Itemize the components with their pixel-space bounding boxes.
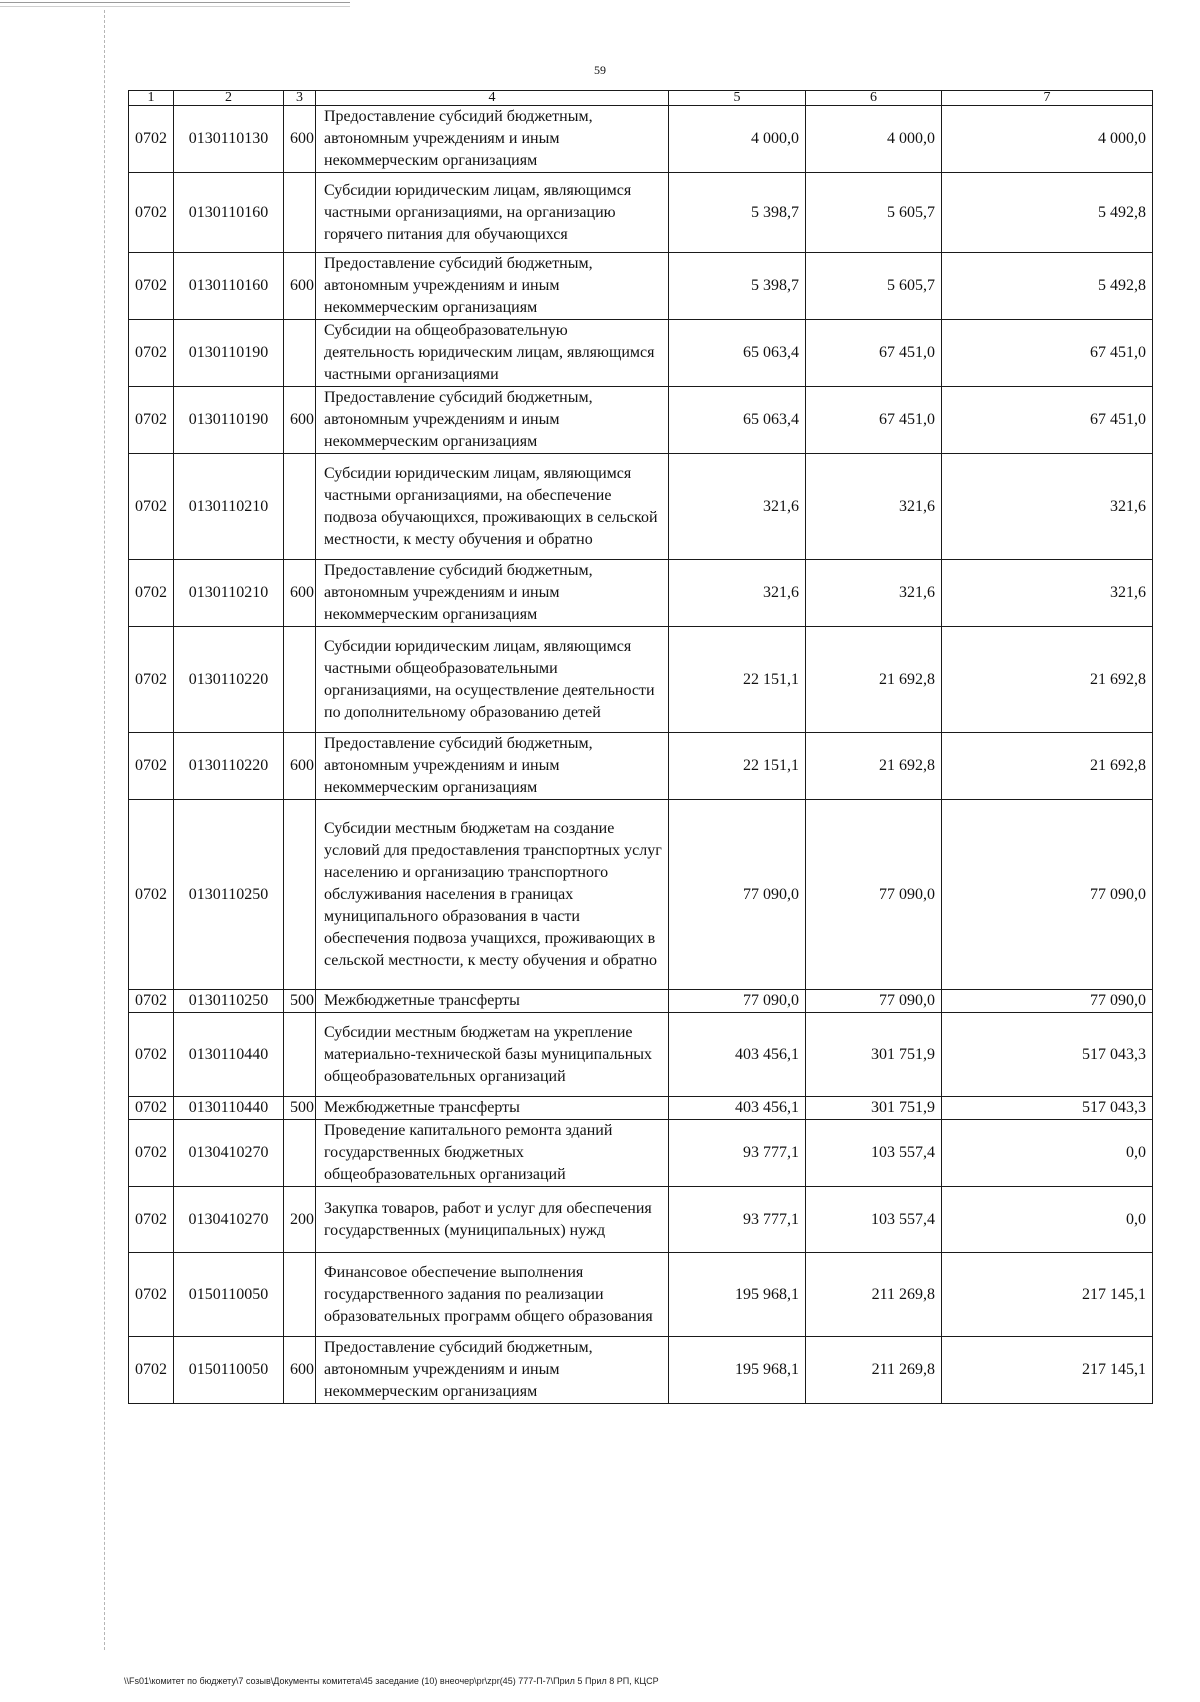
expense-type-cell xyxy=(284,1120,316,1187)
scan-margin-dash xyxy=(104,10,105,1650)
amount-year3-cell: 217 145,1 xyxy=(942,1337,1153,1404)
table-row xyxy=(129,1337,1153,1404)
target-article-cell: 0130110210 xyxy=(174,454,284,560)
description-cell: Предоставление субсидий бюджетным, автономным учреждениям и иным некоммерческим организациям xyxy=(316,560,669,627)
amount-year3-cell: 67 451,0 xyxy=(942,387,1153,454)
section-cell: 0702 xyxy=(129,387,174,454)
table-row xyxy=(129,560,1153,627)
expense-type-cell: 200 xyxy=(284,1187,316,1253)
description-cell: Субсидии юридическим лицам, являющимся частными организациями, на обеспечение подвоза обучающихся, проживающих в сельской местности, к месту обучения и обратно xyxy=(316,454,669,560)
description-cell: Проведение капитального ремонта зданий государственных бюджетных общеобразовательных организаций xyxy=(316,1120,669,1187)
section-cell: 0702 xyxy=(129,454,174,560)
amount-year2-cell: 321,6 xyxy=(806,560,942,627)
table-row xyxy=(129,320,1153,387)
table-row xyxy=(129,1187,1153,1253)
amount-year1-cell: 403 456,1 xyxy=(669,1013,806,1097)
section-cell: 0702 xyxy=(129,627,174,733)
description-cell: Межбюджетные трансферты xyxy=(316,1097,669,1120)
table-row xyxy=(129,990,1153,1013)
table-row xyxy=(129,387,1153,454)
expense-type-cell: 600 xyxy=(284,106,316,173)
description-cell: Субсидии юридическим лицам, являющимся частными организациями, на организацию горячего питания для обучающихся xyxy=(316,173,669,253)
expense-type-cell: 600 xyxy=(284,1337,316,1404)
amount-year2-cell: 211 269,8 xyxy=(806,1337,942,1404)
section-cell: 0702 xyxy=(129,560,174,627)
target-article-cell: 0130110190 xyxy=(174,320,284,387)
target-article-cell: 0130110190 xyxy=(174,387,284,454)
section-cell: 0702 xyxy=(129,173,174,253)
description-cell: Предоставление субсидий бюджетным, автономным учреждениям и иным некоммерческим организациям xyxy=(316,733,669,800)
section-cell: 0702 xyxy=(129,106,174,173)
amount-year3-cell: 77 090,0 xyxy=(942,990,1153,1013)
target-article-cell: 0130110220 xyxy=(174,627,284,733)
target-article-cell: 0150110050 xyxy=(174,1253,284,1337)
expense-type-cell: 500 xyxy=(284,990,316,1013)
column-header: 2 xyxy=(174,91,284,106)
table-row xyxy=(129,173,1153,253)
amount-year1-cell: 22 151,1 xyxy=(669,627,806,733)
amount-year2-cell: 301 751,9 xyxy=(806,1097,942,1120)
scan-edge-line xyxy=(0,2,350,3)
expense-type-cell xyxy=(284,1253,316,1337)
amount-year1-cell: 77 090,0 xyxy=(669,990,806,1013)
table-row xyxy=(129,733,1153,800)
amount-year2-cell: 211 269,8 xyxy=(806,1253,942,1337)
amount-year1-cell: 321,6 xyxy=(669,560,806,627)
amount-year1-cell: 4 000,0 xyxy=(669,106,806,173)
target-article-cell: 0130110220 xyxy=(174,733,284,800)
description-cell: Предоставление субсидий бюджетным, автономным учреждениям и иным некоммерческим организациям xyxy=(316,387,669,454)
amount-year2-cell: 67 451,0 xyxy=(806,320,942,387)
expense-type-cell: 600 xyxy=(284,253,316,320)
target-article-cell: 0130110250 xyxy=(174,800,284,990)
table-row xyxy=(129,1013,1153,1097)
description-cell: Закупка товаров, работ и услуг для обеспечения государственных (муниципальных) нужд xyxy=(316,1187,669,1253)
target-article-cell: 0130410270 xyxy=(174,1120,284,1187)
target-article-cell: 0130110160 xyxy=(174,253,284,320)
column-header: 3 xyxy=(284,91,316,106)
amount-year2-cell: 5 605,7 xyxy=(806,253,942,320)
amount-year1-cell: 5 398,7 xyxy=(669,173,806,253)
amount-year1-cell: 321,6 xyxy=(669,454,806,560)
expense-type-cell xyxy=(284,454,316,560)
amount-year2-cell: 21 692,8 xyxy=(806,733,942,800)
amount-year3-cell: 321,6 xyxy=(942,560,1153,627)
amount-year2-cell: 77 090,0 xyxy=(806,800,942,990)
target-article-cell: 0130110160 xyxy=(174,173,284,253)
expense-type-cell: 600 xyxy=(284,733,316,800)
scan-edge-line-secondary xyxy=(0,6,350,7)
description-cell: Субсидии местным бюджетам на создание условий для предоставления транспортных услуг населению и организацию транспортного обслуживания населения в границах муниципального образования в части обеспечения подвоза учащихся, проживающих в сельской местности, к месту обучения и обратно xyxy=(316,800,669,990)
amount-year1-cell: 77 090,0 xyxy=(669,800,806,990)
page-number: 59 xyxy=(594,63,606,77)
column-header: 4 xyxy=(316,91,669,106)
description-cell: Межбюджетные трансферты xyxy=(316,990,669,1013)
amount-year2-cell: 321,6 xyxy=(806,454,942,560)
amount-year2-cell: 67 451,0 xyxy=(806,387,942,454)
amount-year2-cell: 77 090,0 xyxy=(806,990,942,1013)
section-cell: 0702 xyxy=(129,1013,174,1097)
amount-year3-cell: 67 451,0 xyxy=(942,320,1153,387)
description-cell: Предоставление субсидий бюджетным, автономным учреждениям и иным некоммерческим организациям xyxy=(316,106,669,173)
section-cell: 0702 xyxy=(129,733,174,800)
amount-year2-cell: 301 751,9 xyxy=(806,1013,942,1097)
amount-year3-cell: 0,0 xyxy=(942,1187,1153,1253)
amount-year3-cell: 5 492,8 xyxy=(942,173,1153,253)
target-article-cell: 0150110050 xyxy=(174,1337,284,1404)
amount-year3-cell: 517 043,3 xyxy=(942,1013,1153,1097)
amount-year2-cell: 21 692,8 xyxy=(806,627,942,733)
amount-year3-cell: 4 000,0 xyxy=(942,106,1153,173)
description-cell: Субсидии на общеобразовательную деятельность юридическим лицам, являющимся частными организациями xyxy=(316,320,669,387)
amount-year3-cell: 321,6 xyxy=(942,454,1153,560)
section-cell: 0702 xyxy=(129,990,174,1013)
expense-type-cell xyxy=(284,1013,316,1097)
budget-table xyxy=(128,90,1153,1404)
table-row xyxy=(129,1120,1153,1187)
amount-year3-cell: 0,0 xyxy=(942,1120,1153,1187)
column-header: 1 xyxy=(129,91,174,106)
section-cell: 0702 xyxy=(129,1120,174,1187)
target-article-cell: 0130410270 xyxy=(174,1187,284,1253)
section-cell: 0702 xyxy=(129,1097,174,1120)
description-cell: Субсидии юридическим лицам, являющимся частными общеобразовательными организациями, на осуществление деятельности по дополнительному образованию детей xyxy=(316,627,669,733)
column-header: 7 xyxy=(942,91,1153,106)
section-cell: 0702 xyxy=(129,1253,174,1337)
description-cell: Субсидии местным бюджетам на укрепление материально-технической базы муниципальных общеобразовательных организаций xyxy=(316,1013,669,1097)
amount-year3-cell: 21 692,8 xyxy=(942,733,1153,800)
amount-year1-cell: 93 777,1 xyxy=(669,1187,806,1253)
table-row xyxy=(129,106,1153,173)
amount-year1-cell: 195 968,1 xyxy=(669,1337,806,1404)
amount-year3-cell: 217 145,1 xyxy=(942,1253,1153,1337)
expense-type-cell: 600 xyxy=(284,387,316,454)
amount-year3-cell: 517 043,3 xyxy=(942,1097,1153,1120)
target-article-cell: 0130110250 xyxy=(174,990,284,1013)
table-row xyxy=(129,800,1153,990)
amount-year2-cell: 103 557,4 xyxy=(806,1187,942,1253)
table-row xyxy=(129,1097,1153,1120)
target-article-cell: 0130110130 xyxy=(174,106,284,173)
column-header: 5 xyxy=(669,91,806,106)
description-cell: Предоставление субсидий бюджетным, автономным учреждениям и иным некоммерческим организациям xyxy=(316,1337,669,1404)
section-cell: 0702 xyxy=(129,1187,174,1253)
expense-type-cell xyxy=(284,627,316,733)
table-row xyxy=(129,454,1153,560)
amount-year2-cell: 5 605,7 xyxy=(806,173,942,253)
description-cell: Финансовое обеспечение выполнения государственного задания по реализации образовательных программ общего образования xyxy=(316,1253,669,1337)
table-row xyxy=(129,253,1153,320)
target-article-cell: 0130110210 xyxy=(174,560,284,627)
amount-year3-cell: 77 090,0 xyxy=(942,800,1153,990)
target-article-cell: 0130110440 xyxy=(174,1097,284,1120)
target-article-cell: 0130110440 xyxy=(174,1013,284,1097)
expense-type-cell: 600 xyxy=(284,560,316,627)
amount-year1-cell: 403 456,1 xyxy=(669,1097,806,1120)
section-cell: 0702 xyxy=(129,320,174,387)
table-row xyxy=(129,627,1153,733)
amount-year1-cell: 65 063,4 xyxy=(669,320,806,387)
expense-type-cell xyxy=(284,320,316,387)
amount-year1-cell: 195 968,1 xyxy=(669,1253,806,1337)
amount-year1-cell: 65 063,4 xyxy=(669,387,806,454)
expense-type-cell: 500 xyxy=(284,1097,316,1120)
section-cell: 0702 xyxy=(129,253,174,320)
footer-file-path: \\Fs01\комитет по бюджету\7 созыв\Документы комитета\45 заседание (10) внеочер\pr\zpr(45) 777-П-7\Прил 5 Прил 8 РП, КЦСР xyxy=(124,1676,659,1686)
column-header: 6 xyxy=(806,91,942,106)
table-body xyxy=(129,106,1153,1404)
amount-year3-cell: 21 692,8 xyxy=(942,627,1153,733)
expense-type-cell xyxy=(284,173,316,253)
description-cell: Предоставление субсидий бюджетным, автономным учреждениям и иным некоммерческим организациям xyxy=(316,253,669,320)
amount-year2-cell: 103 557,4 xyxy=(806,1120,942,1187)
amount-year1-cell: 22 151,1 xyxy=(669,733,806,800)
amount-year1-cell: 5 398,7 xyxy=(669,253,806,320)
table-row xyxy=(129,1253,1153,1337)
amount-year2-cell: 4 000,0 xyxy=(806,106,942,173)
table-header-row xyxy=(129,91,1153,106)
section-cell: 0702 xyxy=(129,800,174,990)
amount-year1-cell: 93 777,1 xyxy=(669,1120,806,1187)
amount-year3-cell: 5 492,8 xyxy=(942,253,1153,320)
section-cell: 0702 xyxy=(129,1337,174,1404)
expense-type-cell xyxy=(284,800,316,990)
